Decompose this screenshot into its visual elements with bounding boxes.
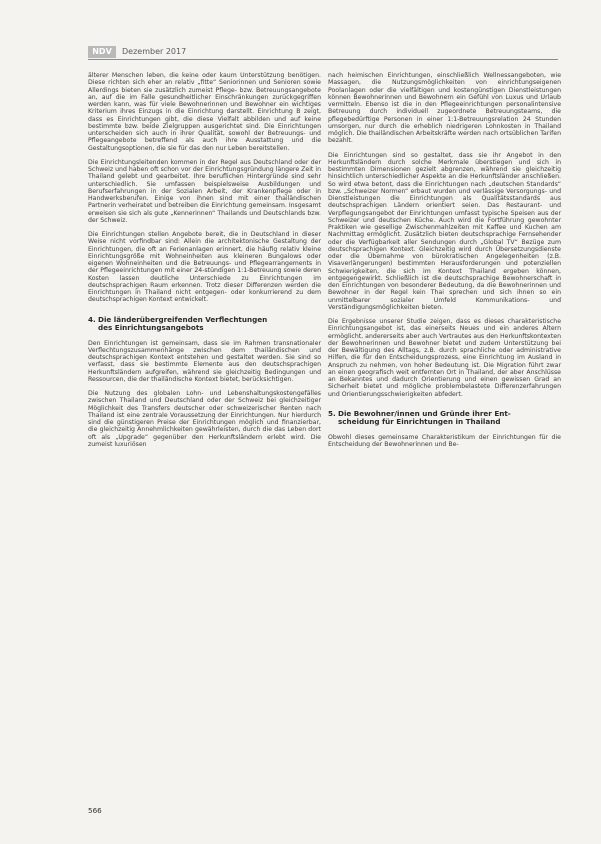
left-column <box>88 72 321 455</box>
paragraph: Die Einrichtungen sind so gestaltet, dass sie ihr Angebot in den Herkunftsländern durch solche Merkmale überstiegen und sich in bestimmten Dimensionen gezielt abgrenzen, während sie gleichzeitig hinsichtlich unterschiedlicher Aspekte an die Herkunftsländer anschließen. So wird etwa betont, dass die Einrichtungen nach „deutschen Standards“ bzw. „Schweizer Normen“ erbaut wurden und verlässige Versorgungs- und Dienstleistungen die Einrichtungen als Qualitätsstandards aus deutschsprachigen Ländern orientiert seien. Das Restaurant- und Verpflegungsangebot der Einrichtungen umfasst typische Speisen aus der Schweizer und deutschen Küche. Auch wird die Fortführung gewohnter Praktiken wie gesellige Zwischenmahlzeiten mit Kaffee und Kuchen am Nachmittag ermöglicht. Zusätzlich bieten deutschsprachige Fernsehender oder die Verfügbarkeit aller Sendungen durch „Global TV“ Bezüge zum deutschsprachigen Kontext. Gleichzeitig wird durch Übersetzungsdienste oder die Übernahme von bürokratischen Angelegenheiten (z.B. Visaverlängerungen) bestimmten Herausforderungen und potenziellen Schwierigkeiten, die sich im Kontext Thailand ergeben können, entgegengewirkt. Schließlich ist die deutschsprachige Bewohnerschaft in den Einrichtungen von besonderer Bedeutung, da die Bewohnerinnen und Bewohner in der Regel kein Thai sprechen und sich ihnen so ein unmittelbarer sozialer Umfeld Kommunikations- und Verständigungsmöglichkeiten bieten. <box>328 151 561 311</box>
section-title-line: scheidung für Einrichtungen in Thailand <box>338 417 501 427</box>
paragraph: Die Einrichtungsleitenden kommen in der Regel aus Deutschland oder der Schweiz und haben oft schon vor der Einrichtungsgründung längere Zeit in Thailand gelebt und gearbeitet. Ihre beruflichen Hintergründe sind sehr unterschiedlich. Sie umfassen beispielsweise Ausbildungen und Berufserfahrungen in der Sozialen Arbeit, der Krankenpflege oder in Handwerksberufen. Einige von ihnen sind mit einer thailändischen Partnerin verheiratet und betreiben die Einrichtung gemeinsam. Insgesamt erweisen sie sich als gute „Kennerinnen“ Thailands und Deutschlands bzw. der Schweiz. <box>88 158 321 224</box>
section-heading-5 <box>328 410 561 427</box>
section-number: 5. <box>328 408 336 418</box>
running-header <box>88 46 558 58</box>
section-title-line: des Einrichtungsangebots <box>98 323 204 332</box>
issue-date: Dezember 2017 <box>122 47 187 56</box>
paragraph: Die Nutzung des globalen Lohn- und Lebenshaltungskostengefälles zwischen Thailand und Deutschland oder der Schweiz bei gleichzeitiger Möglichkeit des Transfers deutscher oder schweizerischer Renten nach Thailand ist eine zentrale Voraussetzung der Einrichtungen. Nur hierdurch sind die günstigeren Preise der Einrichtungen möglich und finanzierbar, die gleichzeitig Annehmlichkeiten gewährleisten, durch die das Leben dort oft als „Upgrade“ gegenüber den Herkunftsländern erlebt wird. Die zumeist luxuriösen <box>88 390 321 448</box>
header-rule <box>88 59 558 60</box>
right-column <box>328 72 561 455</box>
paragraph: nach heimischen Einrichtungen, einschließlich Wellnessangeboten, wie Massagen, die Nutzungsmöglichkeiten von einrichtungseigenen Poolanlagen oder die vielfältigen und kostengünstigen Dienstleistungen können Bewohnerinnen und Bewohnern ein Gefühl von Luxus und Urlaub vermitteln. Ebenso ist die in den Pflegeeinrichtungen personalintensive Betreuung durch individuell zugeordnete Betreuungsteams, die pflegebedürftige Personen in einer 1:1-Betreuungsrelation 24 Stunden umsorgen, nur durch die erheblich niedrigeren Lohnkosten in Thailand möglich. Die thailändischen Arbeitskräfte werden nach ortsüblichen Tarifen bezahlt. <box>328 72 561 145</box>
paragraph: Den Einrichtungen ist gemeinsam, dass sie im Rahmen transnationaler Verflechtungszusammenhänge zwischen dem thailändischen und deutschsprachigen Kontext entstehen und gestaltet werden. Sie sind so verfasst, dass sie bestimmte Elemente aus den deutschsprachigen Herkunftsländern aufgreifen, während sie gleichzeitig Bedingungen und Ressourcen, die der thailändische Kontext bietet, berücksichtigen. <box>88 339 321 383</box>
section-title-line: Die länderübergreifenden Verflechtungen <box>98 314 268 324</box>
section-number: 4. <box>88 314 96 324</box>
paragraph: älterer Menschen leben, die keine oder kaum Unterstützung benötigen. Diese richten sich eher an relativ „fitte“ Seniorinnen und Senioren sowie Allerdings bieten sie zusätzlich zumeist Pflege- bzw. Betreuungsangebote an, auf die im Falle gesundheitlicher Einschränkungen zurückgegriffen werden kann, was für viele Bewohnerinnen und Bewohner ein wichtiges Kriterium ihres Einzugs in die Einrichtung darstellt. Einrichtung B zeigt, dass es Einrichtungen gibt, die diese Vielfalt abbilden und auf keine bestimmte bzw. beide Zielgruppen ausgerichtet sind. Die Einrichtungen unterscheiden sich auch in ihrer Qualität, sowohl der Betreuungs- und Pflegeangebote betreffend als auch ihre Ausstattung und die Gestaltungsoptionen, die sie für das den nur Leben bereitstellen. <box>88 72 321 152</box>
paragraph: Die Einrichtungen stellen Angebote bereit, die in Deutschland in dieser Weise nicht vorfindbar sind: Allein die architektonische Gestaltung der Einrichtungen, die oft an Ferienanlagen erinnert, die häufig relativ kleine Einrichtungsgröße mit Wohneinheiten aus kleineren Bungalows oder eigenen Wohneinheiten und die Betreuungs- und Pflegearrangements in der Pflegeeinrichtungen mit einer 24-stündigen 1:1-Betreuung sowie deren Kosten lassen deutliche Unterschiede zu Einrichtungen im deutschsprachigen Raum erkennen. Trotz dieser Differenzen werden die Einrichtungen in Thailand nicht entgegen- oder konkurrierend zu dem deutschsprachigen Kontext entwickelt. <box>88 231 321 304</box>
section-heading-4 <box>88 316 321 333</box>
section-title-line: Die Bewohner/innen und Gründe ihrer Ent- <box>338 408 511 418</box>
page-number: 566 <box>88 806 102 815</box>
paragraph: Die Ergebnisse unserer Studie zeigen, dass es dieses charakteristische Einrichtungsangebot ist, das einerseits Neues und ein anderes Altern ermöglicht, andererseits aber auch Vertrautes aus den Herkunftskontexten der Bewohnerinnen und Bewohner bietet und zudem Unterstützung bei der Bewältigung des Alltags, z.B. durch sprachliche oder administrative Hilfen, die für den Entscheidungsprozess, eine Einrichtung im Ausland in Anspruch zu nehmen, von hoher Bedeutung ist. Die Migration führt zwar an einen geografisch weit entfernten Ort in Thailand, der aber Anschlüsse an Bekanntes und dadurch Orientierung und einen gewissen Grad an Sicherheit bietet und mögliche problembelastete Differenzerfahrungen und Orientierungsschwierigkeiten abfedert. <box>328 318 561 398</box>
journal-badge: NDV <box>88 46 116 58</box>
paragraph: Obwohl dieses gemeinsame Charakteristikum der Einrichtungen für die Entscheidung der Bewohnerinnen und Be- <box>328 433 561 448</box>
